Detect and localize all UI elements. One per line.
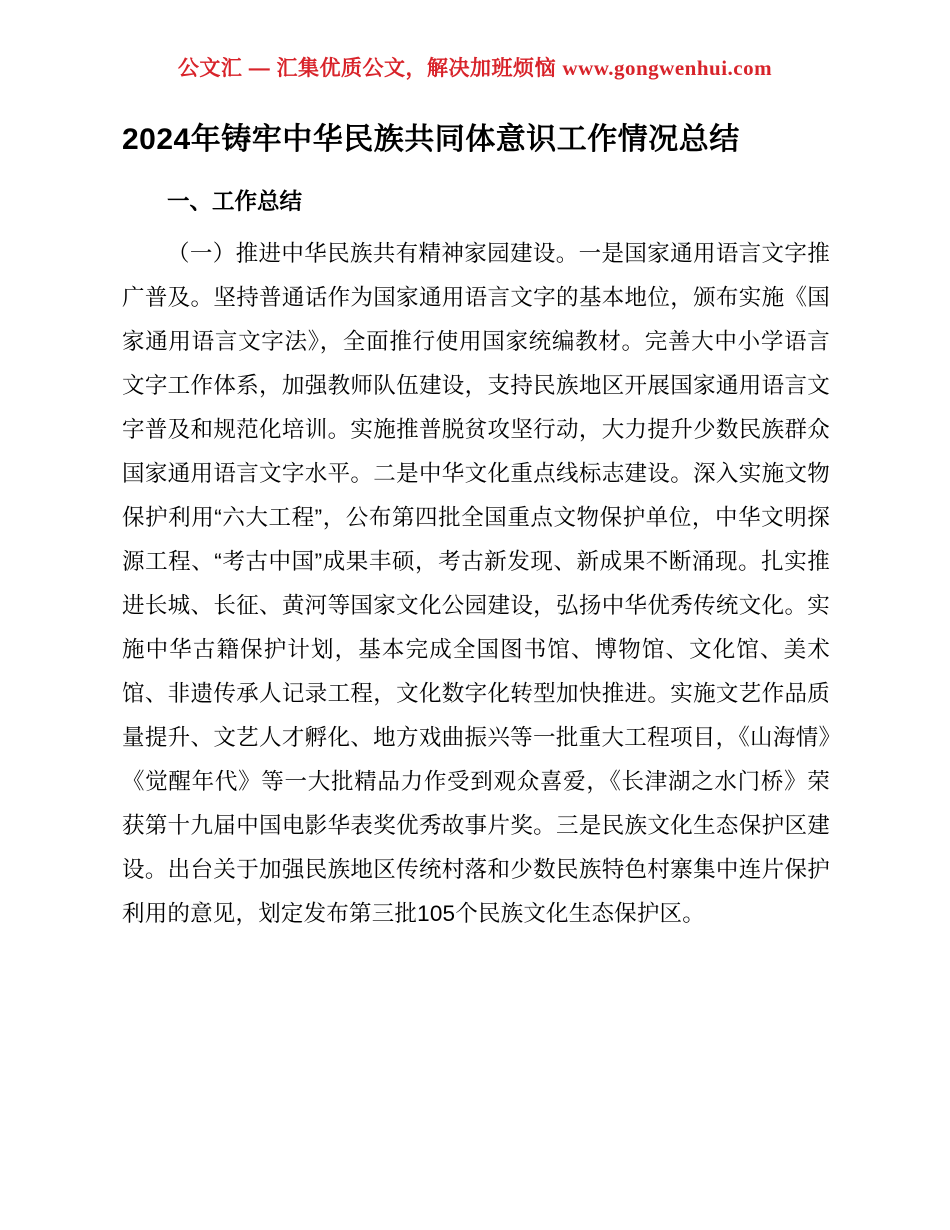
watermark-brand-text: 公文汇 — 汇集优质公文，解决加班烦恼 [177, 57, 563, 80]
watermark-site-url: www.gongwenhui.com [562, 56, 773, 80]
document-content [0, 120, 950, 936]
body-paragraph-1: （一）推进中华民族共有精神家园建设。一是国家通用语言文字推广普及。坚持普通话作为国家通用语言文字的基本地位，颁布实施《国家通用语言文字法》，全面推行使用国家统编教材。完善大中小学语言文字工作体系，加强教师队伍建设，支持民族地区开展国家通用语言文字普及和规范化培训。实施推普脱贫攻坚行动，大力提升少数民族群众国家通用语言文字水平。二是中华文化重点线标志建设。深入实施文物保护利用“六大工程”，公布第四批全国重点文物保护单位，中华文明探源工程、“考古中国”成果丰硕，考古新发现、新成果不断涌现。扎实推进长城、长征、黄河等国家文化公园建设，弘扬中华优秀传统文化。实施中华古籍保护计划，基本完成全国图书馆、博物馆、文化馆、美术馆、非遗传承人记录工程，文化数字化转型加快推进。实施文艺作品质量提升、文艺人才孵化、地方戏曲振兴等一批重大工程项目，《山海情》《觉醒年代》等一大批精品力作受到观众喜爱，《长津湖之水门桥》荣获第十九届中国电影华表奖优秀故事片奖。三是民族文化生态保护区建设。出台关于加强民族地区传统村落和少数民族特色村寨集中连片保护利用的意见，划定发布第三批105个民族文化生态保护区。 [122, 241, 830, 927]
section-heading-work-summary: 一、工作总结 [167, 188, 303, 214]
page-title: 2024年铸牢中华民族共同体意识工作情况总结 [122, 123, 740, 156]
site-watermark [0, 0, 950, 82]
